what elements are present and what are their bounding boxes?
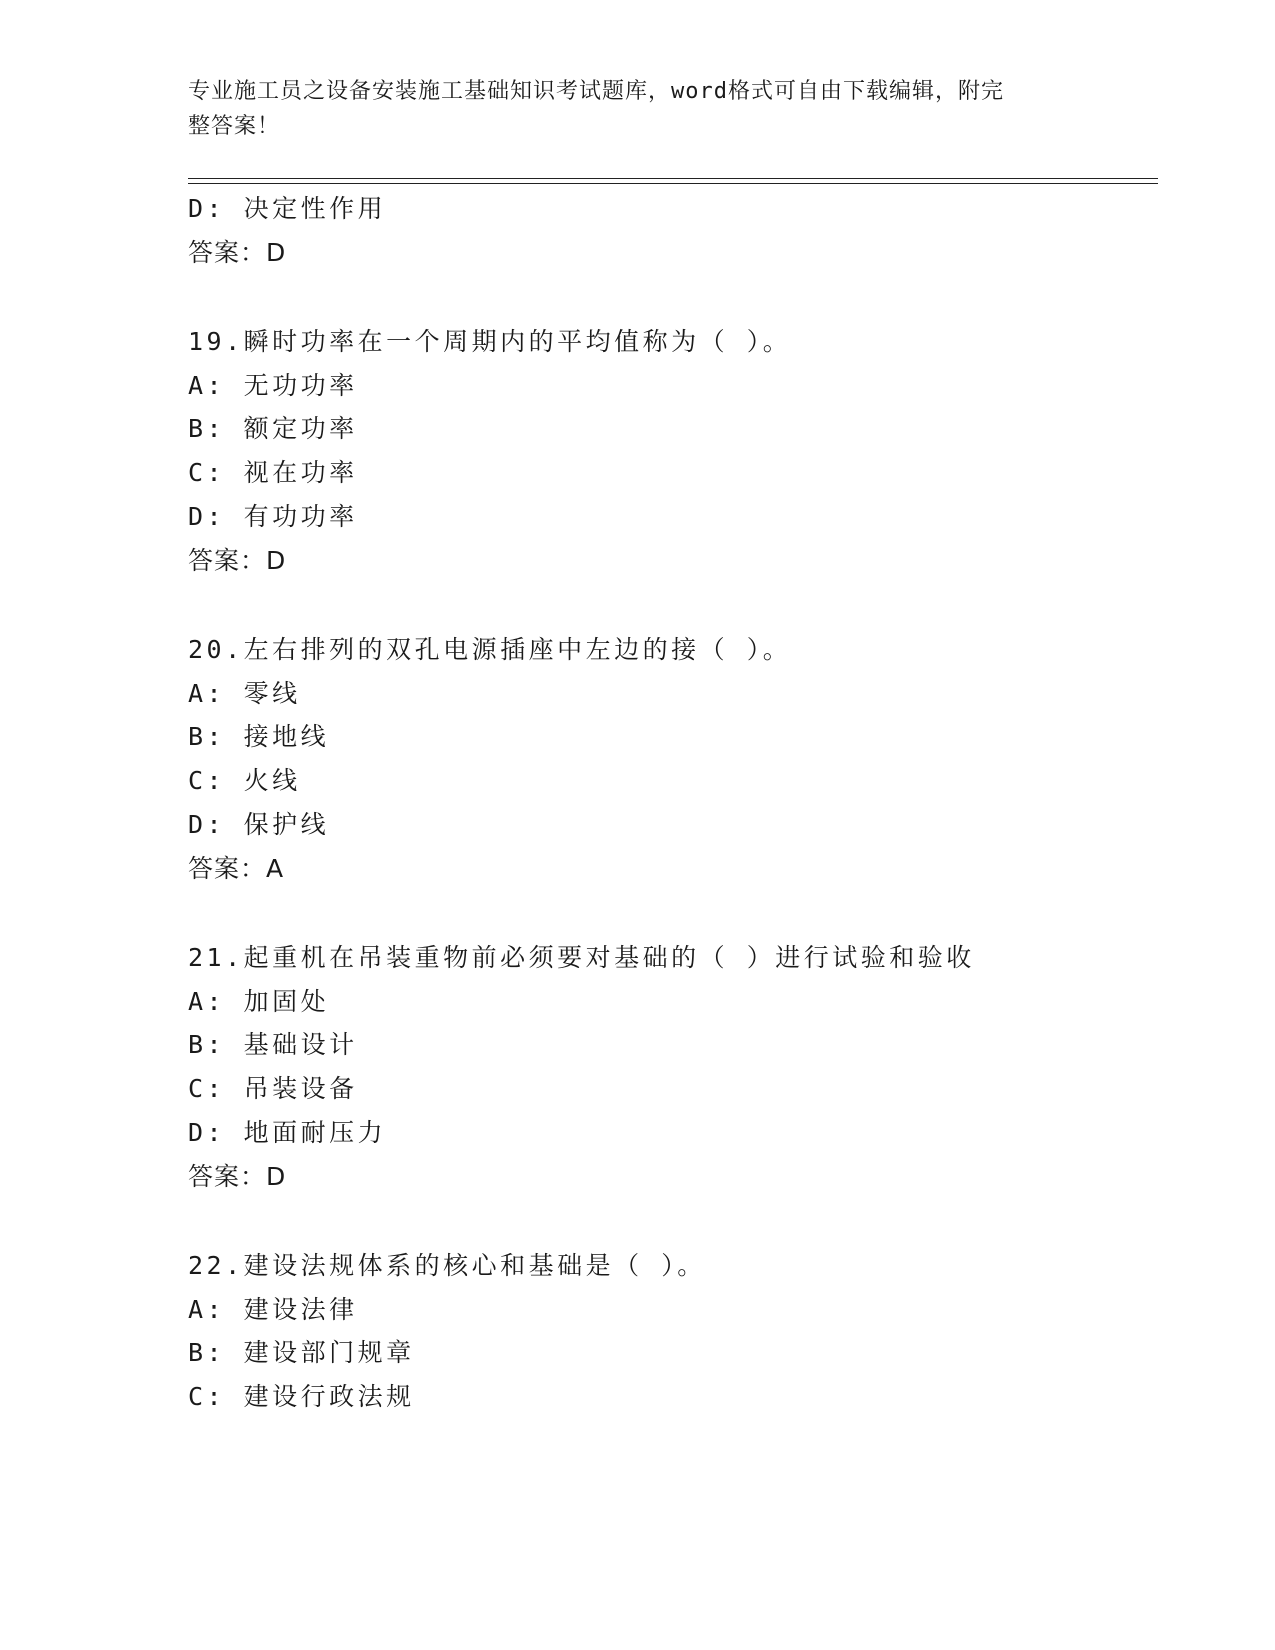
- question-22-option-a: A: 建设法律: [188, 1295, 358, 1324]
- question-21-answer: 答案：D: [188, 1162, 287, 1191]
- header-line-2: 整答案！: [188, 114, 281, 139]
- question-21-stem: 21.起重机在吊装重物前必须要对基础的（ ）进行试验和验收: [188, 943, 975, 972]
- question-21-option-b: B: 基础设计: [188, 1030, 358, 1059]
- question-20-stem: 20.左右排列的双孔电源插座中左边的接（ ）。: [188, 635, 792, 664]
- header-rule-thin: [188, 178, 1158, 179]
- question-20-option-b: B: 接地线: [188, 722, 330, 751]
- prev-option-d: D: 决定性作用: [188, 194, 387, 223]
- question-19-stem: 19.瞬时功率在一个周期内的平均值称为（ ）。: [188, 327, 792, 356]
- question-19-option-d: D: 有功功率: [188, 502, 358, 531]
- question-19-option-b: B: 额定功率: [188, 414, 358, 443]
- question-22-stem: 22.建设法规体系的核心和基础是（ ）。: [188, 1251, 706, 1280]
- question-20-answer: 答案：A: [188, 854, 285, 883]
- header-line-1: 专业施工员之设备安装施工基础知识考试题库，word格式可自由下载编辑，附完: [188, 79, 1004, 104]
- question-20-option-a: A: 零线: [188, 679, 301, 708]
- question-19-option-a: A: 无功功率: [188, 371, 358, 400]
- question-20-option-d: D: 保护线: [188, 810, 330, 839]
- question-19-answer: 答案：D: [188, 546, 287, 575]
- question-22-option-c: C: 建设行政法规: [188, 1382, 415, 1411]
- question-19-option-c: C: 视在功率: [188, 458, 358, 487]
- question-21-option-a: A: 加固处: [188, 987, 330, 1016]
- prev-answer: 答案：D: [188, 238, 287, 267]
- question-21-option-d: D: 地面耐压力: [188, 1118, 387, 1147]
- question-22-option-b: B: 建设部门规章: [188, 1338, 415, 1367]
- header-rule-thick: [188, 183, 1158, 184]
- document-header: [188, 74, 1068, 144]
- question-20-option-c: C: 火线: [188, 766, 301, 795]
- question-21-option-c: C: 吊装设备: [188, 1074, 358, 1103]
